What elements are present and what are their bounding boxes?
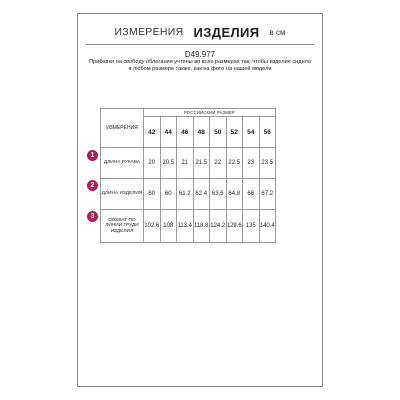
value-cell: 21.5 — [193, 148, 210, 179]
table-row — [101, 179, 276, 210]
value-cell: 60 — [144, 179, 161, 210]
value-cell: 21 — [177, 148, 194, 179]
header-garment: ИЗДЕЛИЯ — [193, 24, 260, 40]
value-cell: 61.2 — [177, 179, 194, 210]
value-cell: 124.2 — [210, 210, 227, 243]
value-cell: 20 — [144, 148, 161, 179]
value-cell: 22.5 — [226, 148, 243, 179]
value-cell: 23 — [243, 148, 260, 179]
size-cell: 46 — [177, 117, 194, 148]
table-header-row — [101, 109, 276, 117]
size-group-label: РОССИЙСКИЙ РАЗМЕР — [144, 109, 276, 117]
value-cell: 118.8 — [193, 210, 210, 243]
size-cell: 50 — [210, 117, 227, 148]
fit-note: Прибавки на свободу облегания учтены во всех размерах так, чтобы изделие сидело в любом размере также, как на фото на нашей модели — [89, 59, 311, 72]
table-corner-label: ИЗМЕРЕНИЯ — [101, 109, 144, 148]
value-cell: 140.4 — [259, 210, 276, 243]
sheet-header — [86, 20, 314, 45]
value-cell: 60 — [160, 179, 177, 210]
size-cell: 48 — [193, 117, 210, 148]
size-cell: 54 — [243, 117, 260, 148]
value-cell: 22 — [210, 148, 227, 179]
size-cell: 44 — [160, 117, 177, 148]
row-label-sleeve-length: ДЛИНА РУКАВА — [101, 148, 144, 179]
value-cell: 66 — [243, 179, 260, 210]
row-label-garment-length: ДЛИНА ИЗДЕЛИЯ — [101, 179, 144, 210]
value-cell: 102.6 — [144, 210, 161, 243]
marker-badge-2: 2 — [87, 180, 98, 191]
value-cell: 129.6 — [226, 210, 243, 243]
table-row — [101, 210, 276, 243]
size-cell: 52 — [226, 117, 243, 148]
size-cell: 56 — [259, 117, 276, 148]
value-cell: 23.5 — [259, 148, 276, 179]
size-chart-sheet — [77, 13, 323, 387]
marker-badge-1: 1 — [87, 150, 98, 161]
row-label-chest-girth: ОБХВАТ ПО ЛИНИИ ГРУДИ ИЗДЕЛИЯ — [101, 210, 144, 243]
value-cell: 135 — [243, 210, 260, 243]
table-row — [101, 148, 276, 179]
marker-badge-3: 3 — [87, 211, 98, 222]
size-cell: 42 — [144, 117, 161, 148]
value-cell: 64.8 — [226, 179, 243, 210]
value-cell: 20.5 — [160, 148, 177, 179]
value-cell: 63.6 — [210, 179, 227, 210]
size-table — [100, 108, 276, 243]
value-cell: 108 — [160, 210, 177, 243]
header-measurements: ИЗМЕРЕНИЯ — [114, 26, 184, 38]
value-cell: 113.4 — [177, 210, 194, 243]
value-cell: 67.2 — [259, 179, 276, 210]
header-unit: в см — [269, 27, 286, 37]
product-code: D49.977 — [184, 50, 216, 59]
value-cell: 62.4 — [193, 179, 210, 210]
